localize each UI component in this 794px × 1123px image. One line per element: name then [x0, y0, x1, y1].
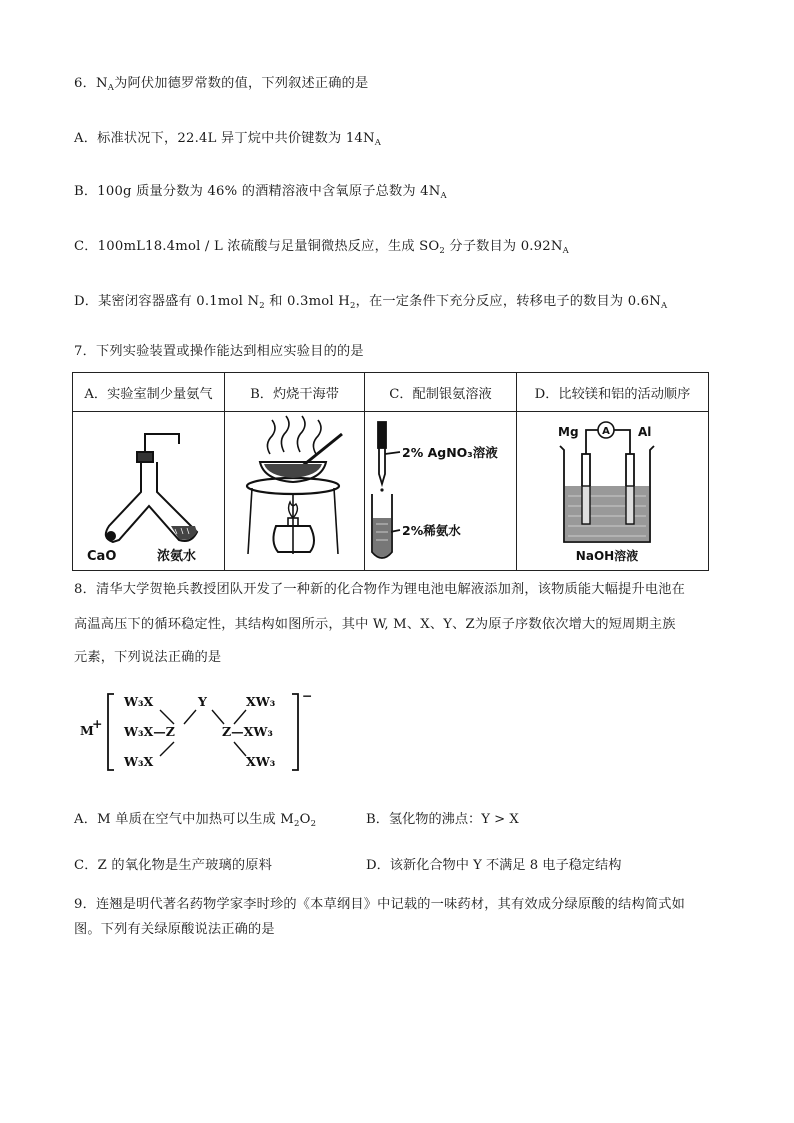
galvanic-cell-figure — [538, 414, 688, 564]
dilute-ammonia-label: 2%稀氨水 — [402, 523, 461, 538]
q8-stem-line3: 元素，下列说法正确的是 — [74, 650, 222, 665]
left-bracket — [108, 694, 114, 770]
bond-bridge-right — [212, 710, 224, 724]
q6-option-d: D．某密闭容器盛有 0.1mol $N_2$ 和 0.3mol $H_2$，在一定条件下充分反应，转移电子的数目为 $0.6N_A$ — [74, 294, 668, 311]
right-bracket — [292, 694, 298, 770]
q9-stem-line2: 图。下列有关绿原酸说法正确的是 — [74, 922, 275, 937]
right-mid-group: Z—XW₃ — [222, 724, 273, 739]
q7-header-b: B．灼烧干海带 — [225, 373, 365, 412]
q7-figure-c-cell — [365, 412, 517, 571]
cao-label: CaO — [86, 549, 116, 564]
q6-option-c: C．100mL18.4mol / L 浓硫酸与足量铜微热反应，生成 $SO_2$ 分子数目为 $0.92N_A$ — [74, 239, 569, 256]
q7-header-c: C．配制银氨溶液 — [365, 373, 517, 412]
ammeter-label: A — [601, 426, 610, 437]
left-top-group: W₃X — [124, 694, 154, 709]
q7-figure-d-cell — [517, 412, 709, 571]
q8-stem-line2: 高温高压下的循环稳定性，其结构如图所示，其中 W, M、X、Y、Z为原子序数依次增大的短周期主族 — [74, 617, 676, 632]
q8-structure-figure — [80, 688, 320, 774]
q8-stem-line1: 8．清华大学贺艳兵教授团队开发了一种新的化合物作为锂电池电解液添加剂，该物质能大幅提升电池在 — [74, 582, 686, 597]
cation-symbol: M — [80, 723, 94, 738]
q6-option-a: A．标准状况下，22.4L 异丁烷中共价键数为 $14N_A$ — [74, 131, 382, 148]
bond-bridge-left — [184, 710, 196, 724]
right-bot-group: XW₃ — [246, 754, 276, 769]
left-mid-group: W₃X—Z — [124, 724, 175, 739]
right-top-group: XW₃ — [246, 694, 276, 709]
q7-header-a: A．实验室制少量氨气 — [73, 373, 225, 412]
q7-header-d: D．比较镁和铝的活动顺序 — [517, 373, 709, 412]
q8-option-b: B．氢化物的沸点：Y > X — [366, 812, 519, 827]
bond-right-top — [234, 710, 246, 724]
q7-figure-a-cell — [73, 412, 225, 571]
q7-stem: 7．下列实验装置或操作能达到相应实验目的的是 — [74, 344, 364, 359]
bond-left-bot — [160, 742, 174, 756]
crucible-burning-figure — [230, 414, 360, 564]
agno3-label: 2% AgNO₃溶液 — [402, 445, 498, 460]
q6-stem: 6．$N_A$为阿伏加德罗常数的值，下列叙述正确的是 — [74, 76, 369, 93]
cation-charge: + — [92, 716, 103, 731]
al-label: Al — [637, 425, 651, 439]
ammonia-water-label: 浓氨水 — [156, 549, 196, 564]
left-bot-group: W₃X — [124, 754, 154, 769]
y-tube-apparatus-figure — [79, 414, 219, 564]
q6-option-b: B．100g 质量分数为 46% 的酒精溶液中含氧原子总数为 $4N_A$ — [74, 184, 447, 201]
q8-option-d: D．该新化合物中 Y 不满足 8 电子稳定结构 — [366, 858, 622, 873]
q8-option-c: C．Z 的氧化物是生产玻璃的原料 — [74, 858, 273, 873]
q8-option-a: A．M 单质在空气中加热可以生成 $M_2O_2$ — [74, 812, 317, 829]
silver-ammonia-figure — [368, 414, 513, 564]
anion-charge: − — [302, 688, 313, 703]
q7-experiment-table — [72, 372, 709, 571]
naoh-label: NaOH溶液 — [575, 549, 638, 563]
bond-right-bot — [234, 742, 246, 756]
q9-stem-line1: 9．连翘是明代著名药物学家李时珍的《本草纲目》中记载的一味药材，其有效成分绿原酸的结构简式如 — [74, 897, 686, 912]
q7-figure-b-cell — [225, 412, 365, 571]
mg-label: Mg — [557, 425, 579, 439]
bond-left-top — [160, 710, 174, 724]
bridge-atom: Y — [198, 694, 207, 709]
